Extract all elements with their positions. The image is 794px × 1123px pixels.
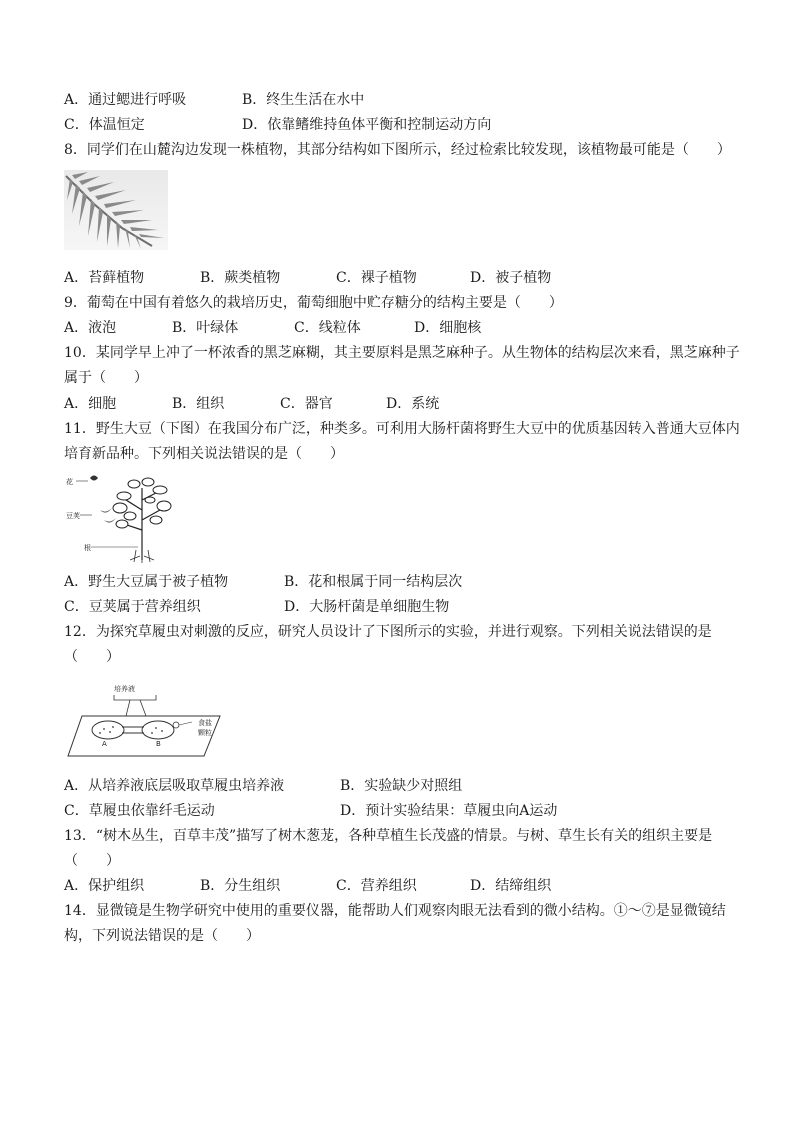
q12-label-culture: 培养液 (114, 685, 135, 693)
q14-stem-line2: 构，下列说法错误的是（ ） (64, 928, 260, 944)
q13-stem-line2: （ ） (64, 853, 120, 869)
q11-stem-line2: 培育新品种。下列相关说法错误的是（ ） (64, 446, 344, 462)
q10-option-a: A．细胞 (64, 396, 117, 412)
q10-option-c: C．器官 (280, 396, 333, 412)
q12-option-a: A．从培养液底层吸取草履虫培养液 (64, 778, 285, 794)
q8-option-d: D．被子植物 (470, 270, 552, 286)
q10-option-b: B．组织 (172, 396, 225, 412)
q12-option-b: B．实验缺少对照组 (340, 778, 463, 794)
q12-label-b: B (156, 740, 161, 748)
q13-stem-line1: 13．“树木丛生，百草丰茂”描写了树木葱茏，各种草植生长茂盛的情景。与树、草生长有关的组织主要是 (64, 828, 713, 844)
q8-fern-figure (64, 170, 168, 254)
q10-stem-line2: 属于（ ） (64, 370, 148, 386)
q11-option-c: C．豆荚属于营养组织 (64, 599, 201, 615)
q14-stem-line1: 14．显微镜是生物学研究中使用的重要仪器，能帮助人们观察肉眼无法看到的微小结构。①～⑦是显微镜结 (64, 903, 726, 919)
q9-option-c: C．线粒体 (294, 320, 361, 336)
q8-option-b: B．蕨类植物 (200, 270, 281, 286)
q11-option-d: D．大肠杆菌是单细胞生物 (284, 599, 450, 615)
q8-option-c: C．裸子植物 (336, 270, 417, 286)
q8-stem: 8．同学们在山麓沟边发现一株植物，其部分结构如下图所示，经过检索比较发现，该植物最可能是（ ） (64, 142, 731, 158)
q10-stem-line1: 10．某同学早上冲了一杯浓香的黑芝麻糊，其主要原料是黑芝麻种子。从生物体的结构层次来看，黑芝麻种子 (64, 345, 740, 361)
q12-stem-line1: 12．为探究草履虫对刺激的反应，研究人员设计了下图所示的实验，并进行观察。下列相关说法错误的是 (64, 624, 712, 640)
q9-stem: 9．葡萄在中国有着悠久的栽培历史，葡萄细胞中贮存糖分的结构主要是（ ） (64, 295, 563, 311)
q11-label-pod: 豆荚 (66, 512, 80, 520)
q12-label-salt: 食盐 (198, 719, 212, 727)
q12-experiment-figure (64, 680, 224, 764)
q12-option-d: D．预计实验结果：草履虫向A运动 (340, 803, 558, 819)
q13-option-c: C．营养组织 (336, 878, 417, 894)
q10-option-d: D．系统 (386, 396, 440, 412)
q11-option-a: A．野生大豆属于被子植物 (64, 574, 229, 590)
q9-option-b: B．叶绿体 (172, 320, 239, 336)
q7-option-c: C．体温恒定 (64, 117, 145, 133)
q8-option-a: A．苔藓植物 (64, 270, 145, 286)
q12-option-c: C．草履虫依靠纤毛运动 (64, 803, 215, 819)
q11-stem-line1: 11．野生大豆（下图）在我国分布广泛，种类多。可利用大肠杆菌将野生大豆中的优质基因转入普通大豆体内 (64, 421, 740, 437)
q12-label-granule: 颗粒 (198, 729, 212, 737)
q11-label-flower: 花 (66, 478, 73, 486)
q7-option-a: A．通过鳃进行呼吸 (64, 92, 187, 108)
q11-soybean-figure (64, 470, 174, 568)
q9-option-d: D．细胞核 (414, 320, 482, 336)
q11-option-b: B．花和根属于同一结构层次 (284, 574, 463, 590)
q12-label-a: A (102, 740, 107, 748)
q13-option-a: A．保护组织 (64, 878, 145, 894)
q7-option-b: B．终生生活在水中 (242, 92, 365, 108)
q13-option-d: D．结缔组织 (470, 878, 552, 894)
q12-stem-line2: （ ） (64, 649, 120, 665)
q7-option-d: D．依靠鳍维持鱼体平衡和控制运动方向 (242, 117, 492, 133)
q13-option-b: B．分生组织 (200, 878, 281, 894)
q9-option-a: A．液泡 (64, 320, 117, 336)
q11-label-root: 根 (84, 544, 91, 552)
